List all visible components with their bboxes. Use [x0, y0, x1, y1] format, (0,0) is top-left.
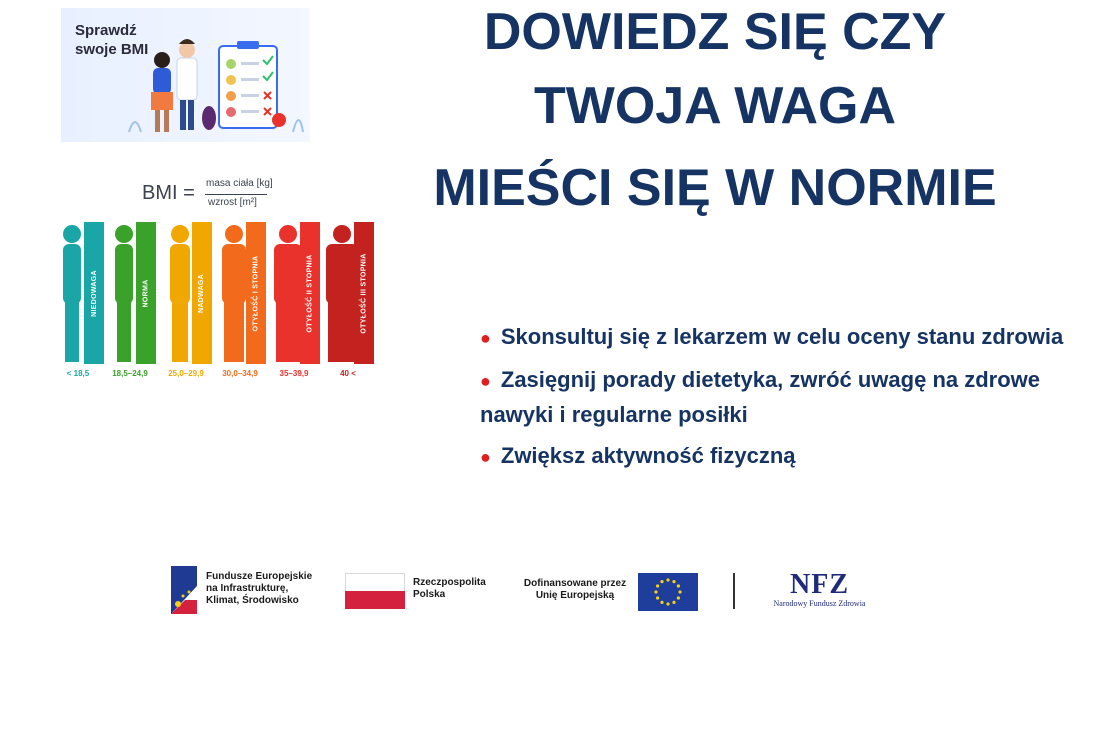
- nfz-logo-name: Narodowy Fundusz Zdrowia: [773, 599, 866, 608]
- category-label: OTYŁOŚĆ II STOPNIA: [306, 253, 314, 333]
- poland-flag-white: [345, 573, 405, 591]
- eu-star: [660, 601, 663, 604]
- red-bullet-icon: ●: [480, 328, 491, 348]
- category-label-box: [300, 222, 320, 364]
- category-label-box: [192, 222, 212, 364]
- category-label: OTYŁOŚĆ I STOPNIA: [252, 255, 260, 331]
- check-bmi-illustration: [61, 8, 310, 142]
- category-label-box: [84, 222, 104, 364]
- eu-star: [656, 596, 659, 599]
- check-bmi-title: Sprawdź swoje BMI: [75, 22, 149, 58]
- logo-separator: [733, 573, 735, 609]
- bmi-category-figure: [164, 222, 212, 364]
- category-label-box: [246, 222, 266, 364]
- headline-line-3: MIEŚCI SIĘ W NORMIE: [433, 159, 997, 217]
- eu-star: [656, 584, 659, 587]
- advice-list: [480, 320, 1070, 482]
- european-funds-flag-icon: [171, 566, 197, 614]
- bmi-category-figure: [326, 222, 374, 364]
- formula-lhs: BMI =: [142, 182, 195, 204]
- bmi-category-figure: [218, 222, 266, 364]
- eu-funding-logo: Dofinansowane przez Unię Europejską: [516, 573, 701, 611]
- category-range: 25,0–29,9: [168, 369, 204, 378]
- category-label: OTYŁOŚĆ III STOPNIA: [360, 252, 368, 334]
- nfz-logo: [762, 571, 877, 613]
- eu-star: [666, 578, 669, 581]
- category-label: NORMA: [142, 279, 150, 307]
- category-label-box: [354, 222, 374, 364]
- patient-doctor-checklist-icon: [61, 8, 310, 142]
- advice-item: ● Zasięgnij porady dietetyka, zwróć uwagę na zdrowe nawyki i regularne posiłki: [480, 367, 1041, 427]
- category-range: 30,0–34,9: [222, 369, 258, 378]
- red-bullet-icon: ●: [480, 447, 491, 467]
- eu-flag-icon: [638, 573, 698, 611]
- headline-line-1: DOWIEDZ SIĘ CZY: [483, 3, 947, 61]
- poland-logo: Rzeczpospolita Polska: [345, 573, 495, 609]
- formula-numerator: masa ciała [kg]: [206, 178, 273, 189]
- eu-star: [677, 596, 680, 599]
- eu-star: [654, 590, 657, 593]
- category-label-box: [136, 222, 156, 364]
- bmi-category-figure: [56, 222, 104, 364]
- eu-star: [672, 601, 675, 604]
- eu-star: [672, 580, 675, 583]
- poland-flag-red: [345, 591, 405, 609]
- bmi-category-figure: [108, 222, 156, 364]
- advice-item: ● Zwiększ aktywność fizyczną: [480, 443, 796, 468]
- eu-star: [677, 584, 680, 587]
- category-label: NIEDOWAGA: [90, 269, 98, 317]
- category-range: < 18,5: [66, 369, 90, 378]
- nfz-logo-letters: NFZ: [790, 569, 849, 600]
- category-label: NADWAGA: [198, 273, 206, 313]
- formula-denominator: wzrost [m²]: [208, 197, 257, 208]
- bmi-category-figure: [272, 222, 320, 364]
- eu-star: [666, 602, 669, 605]
- eu-star: [678, 590, 681, 593]
- advice-item: ● Skonsultuj się z lekarzem w celu oceny stanu zdrowia: [480, 324, 1064, 349]
- category-range: 40 <: [340, 369, 356, 378]
- formula-fraction-bar: [205, 194, 267, 195]
- category-range: 18,5–24,9: [112, 369, 148, 378]
- headline-line-2: TWOJA WAGA: [533, 77, 897, 135]
- eu-star: [660, 580, 663, 583]
- european-funds-logo: Fundusze Europejskie na Infrastrukturę, Klimat, Środowisko: [171, 566, 321, 614]
- red-bullet-icon: ●: [480, 371, 491, 391]
- category-range: 35–39,9: [279, 369, 309, 378]
